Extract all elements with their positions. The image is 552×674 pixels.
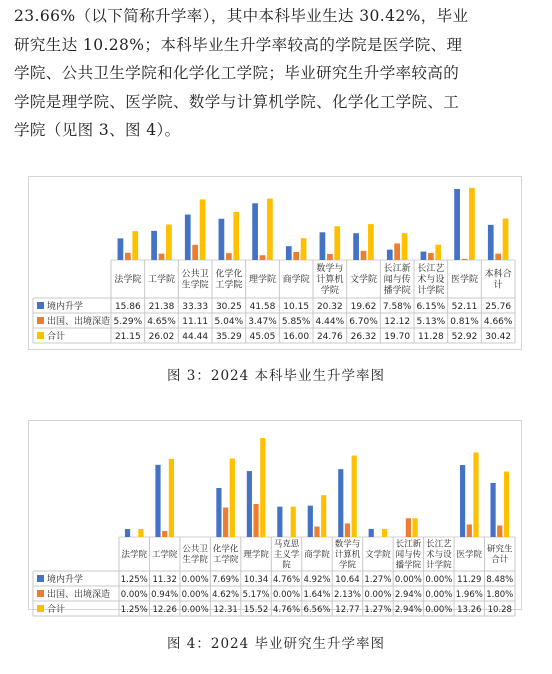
c2-bar-s1-12 — [497, 526, 502, 537]
c2-bar-s2-6 — [321, 495, 326, 537]
body-paragraph — [14, 2, 542, 145]
c2-value-s1-12: 1.80% — [486, 590, 514, 600]
c2-value-s1-5: 0.00% — [273, 590, 301, 600]
c1-legend-swatch-1 — [37, 317, 44, 324]
c1-category-label-1-0: 工学院 — [147, 275, 176, 286]
c2-bar-s0-8 — [369, 529, 374, 537]
c2-category-label-2-1: 生学院 — [182, 555, 208, 566]
c2-value-s1-4: 5.17% — [242, 590, 270, 600]
c2-legend-swatch-1 — [37, 590, 44, 597]
c1-value-s1-6: 4.44% — [315, 317, 345, 327]
c1-value-s0-7: 19.62 — [350, 302, 377, 312]
c1-category-label-9-0: 长江艺 — [417, 264, 445, 275]
c1-value-s2-5: 16.00 — [283, 332, 310, 342]
c1-value-s2-7: 26.32 — [350, 332, 377, 342]
c1-bar-s1-1 — [159, 254, 165, 260]
c2-bar-s2-3 — [230, 459, 235, 537]
c1-bar-s2-3 — [233, 212, 239, 260]
c1-bar-s1-5 — [293, 252, 299, 260]
c1-category-label-9-2: 计学院 — [417, 286, 445, 297]
figure-4-caption: 图 4：2024 毕业研究生升学率图 — [166, 636, 386, 652]
undergrad-chart-svg — [29, 177, 521, 349]
c2-category-label-7-0: 数学与 — [334, 539, 361, 550]
c1-bar-s1-11 — [495, 254, 501, 260]
c2-bar-s2-9 — [413, 518, 418, 537]
c2-category-label-10-0: 长江艺 — [426, 539, 452, 550]
c2-legend-swatch-0 — [37, 575, 44, 582]
c2-value-s0-6: 4.92% — [303, 575, 331, 585]
c1-bar-s0-7 — [353, 233, 359, 260]
c2-value-s2-4: 15.52 — [243, 605, 269, 615]
c2-value-s2-11: 13.26 — [457, 605, 482, 615]
c2-bar-s0-12 — [490, 483, 495, 537]
c1-value-s0-1: 21.38 — [148, 302, 175, 312]
c2-bar-s2-8 — [382, 529, 387, 537]
c1-category-label-11-0: 本科合 — [484, 269, 512, 280]
c1-category-label-5-0: 商学院 — [282, 275, 310, 286]
c2-value-s2-5: 4.76% — [273, 605, 301, 615]
c1-bar-s0-2 — [185, 215, 191, 260]
c1-bar-s2-7 — [368, 224, 374, 260]
c2-value-s1-3: 4.62% — [212, 590, 240, 600]
c2-value-s2-0: 1.25% — [120, 605, 148, 615]
c1-value-s0-5: 10.15 — [283, 302, 310, 312]
c2-category-label-7-2: 学院 — [338, 560, 356, 571]
c1-bar-s2-5 — [301, 238, 307, 260]
c1-bar-s0-4 — [252, 203, 258, 260]
c2-value-s2-6: 6.56% — [303, 605, 331, 615]
c1-bar-s0-10 — [454, 189, 460, 260]
c2-category-label-5-1: 主义学 — [273, 549, 300, 560]
c1-category-label-8-2: 播学院 — [383, 286, 411, 297]
c1-value-s0-9: 6.15% — [416, 302, 446, 312]
c1-category-label-7-0: 文学院 — [349, 275, 378, 286]
c1-bar-s2-9 — [435, 245, 441, 260]
c2-value-s1-10: 0.00% — [425, 590, 453, 600]
c1-value-s2-11: 30.42 — [485, 332, 512, 342]
c1-bar-s1-0 — [125, 253, 131, 260]
c1-category-label-8-1: 闻与传 — [383, 275, 411, 286]
c1-bar-s2-11 — [503, 219, 509, 260]
c1-value-s1-0: 5.29% — [113, 317, 143, 327]
c2-value-s0-5: 4.76% — [273, 575, 301, 585]
c1-legend-swatch-2 — [37, 332, 44, 339]
c2-value-s0-9: 0.00% — [394, 575, 422, 585]
c1-category-label-11-1: 计 — [493, 280, 503, 291]
c2-value-s2-7: 12.77 — [335, 605, 360, 615]
c1-category-label-3-1: 工学院 — [215, 280, 243, 291]
c2-bar-s0-11 — [460, 465, 465, 537]
c1-category-label-9-1: 术与设 — [417, 275, 445, 286]
c1-category-label-8-0: 长江新 — [383, 264, 411, 275]
c2-bar-s2-5 — [291, 507, 296, 537]
c1-value-s2-6: 24.76 — [316, 332, 343, 342]
graduate-chart-svg — [29, 421, 521, 615]
c1-value-s1-8: 12.12 — [384, 317, 411, 327]
c1-bar-s2-1 — [166, 225, 172, 260]
c2-bar-s2-4 — [260, 438, 265, 537]
c1-bar-s1-2 — [192, 245, 198, 260]
c2-bar-s0-7 — [338, 469, 343, 537]
c2-value-s1-6: 1.64% — [303, 590, 331, 600]
c1-value-s0-8: 7.58% — [382, 302, 412, 312]
c1-value-s2-3: 35.29 — [215, 332, 242, 342]
c2-value-s0-0: 1.25% — [120, 575, 148, 585]
c2-value-s1-0: 0.00% — [120, 590, 148, 600]
c2-value-s1-11: 1.96% — [455, 590, 483, 600]
paragraph-line-5: 学院（见图 3、图 4）。 — [14, 121, 181, 139]
c2-value-s2-1: 12.26 — [152, 605, 177, 615]
c1-value-s0-0: 15.86 — [114, 302, 141, 312]
c2-category-label-10-2: 计学院 — [426, 560, 452, 571]
c2-category-label-3-1: 工学院 — [212, 555, 239, 566]
c2-legend-label-0: 境内升学 — [47, 575, 84, 585]
c2-value-s0-7: 10.64 — [335, 575, 360, 585]
c1-bar-s1-9 — [428, 253, 434, 260]
c1-category-label-6-1: 计算机 — [316, 275, 344, 286]
c2-bar-s2-7 — [352, 456, 357, 537]
c1-value-s2-0: 21.15 — [114, 332, 141, 342]
c2-category-label-10-1: 术与设 — [426, 549, 452, 560]
c2-bar-s2-1 — [169, 459, 174, 537]
c2-category-label-11-0: 医学院 — [456, 549, 483, 560]
c1-value-s1-3: 5.04% — [214, 317, 244, 327]
c2-value-s0-3: 7.69% — [212, 575, 240, 585]
c2-bar-s2-0 — [138, 529, 143, 537]
c1-bar-s1-6 — [327, 254, 333, 260]
c1-value-s1-7: 6.70% — [349, 317, 378, 327]
paragraph-line-3: 学院、公共卫生学院和化学化工学院；毕业研究生升学率较高的 — [14, 64, 460, 82]
c1-bar-s1-10 — [462, 259, 468, 260]
c1-category-label-2-0: 公共卫 — [181, 269, 209, 280]
c1-value-s0-11: 25.76 — [485, 302, 512, 312]
c2-value-s0-11: 11.29 — [457, 575, 482, 585]
c1-value-s0-10: 52.11 — [451, 302, 478, 312]
c1-bar-s1-3 — [226, 253, 232, 260]
c2-value-s2-3: 12.31 — [213, 605, 238, 615]
c1-value-s1-2: 11.11 — [182, 317, 209, 327]
c1-value-s1-5: 5.85% — [281, 317, 311, 327]
c1-bar-s0-9 — [421, 252, 427, 260]
c2-category-label-6-0: 商学院 — [304, 549, 330, 560]
c2-bar-s2-11 — [473, 452, 478, 537]
c1-bar-s0-11 — [488, 225, 494, 260]
c1-bar-s0-6 — [320, 232, 326, 260]
c2-bar-s1-9 — [406, 518, 411, 537]
c2-category-label-9-2: 播学院 — [395, 560, 422, 571]
c1-bar-s0-3 — [219, 219, 225, 260]
c1-value-s0-2: 33.33 — [182, 302, 209, 312]
c2-value-s1-2: 0.00% — [181, 590, 209, 600]
c1-bar-s1-8 — [394, 243, 400, 260]
c1-category-label-6-0: 数学与 — [316, 264, 344, 275]
c2-category-label-9-1: 闻与传 — [395, 549, 422, 560]
c1-category-label-10-0: 医学院 — [450, 275, 479, 286]
c1-legend-label-0: 境内升学 — [47, 302, 84, 312]
c2-bar-s1-1 — [162, 531, 167, 537]
c2-legend-swatch-2 — [37, 605, 44, 612]
c2-category-label-4-0: 理学院 — [243, 549, 269, 560]
c1-category-label-6-2: 学院 — [320, 286, 339, 297]
c1-category-label-3-0: 化学化 — [215, 269, 243, 280]
c2-value-s2-10: 0.00% — [425, 605, 453, 615]
c1-category-label-4-0: 理学院 — [248, 275, 277, 286]
c1-value-s2-1: 26.02 — [148, 332, 175, 342]
figure-3-caption: 图 3：2024 本科毕业生升学率图 — [166, 368, 386, 384]
c2-legend-label-1: 出国、出境深造 — [47, 590, 111, 600]
c1-value-s2-9: 11.28 — [417, 332, 444, 342]
c1-category-label-0-0: 法学院 — [114, 275, 142, 286]
c2-value-s0-2: 0.00% — [181, 575, 209, 585]
c1-bar-s0-1 — [151, 231, 157, 260]
c1-value-s1-9: 5.13% — [416, 317, 446, 327]
c2-category-label-2-0: 公共卫 — [182, 544, 208, 555]
paragraph-line-2: 研究生达 10.28%；本科毕业生升学率较高的学院是医学院、理 — [14, 35, 463, 54]
c2-value-s1-9: 2.94% — [394, 590, 422, 600]
c2-value-s2-12: 10.28 — [487, 605, 512, 615]
c2-bar-s0-0 — [125, 529, 130, 537]
undergrad-chart — [28, 176, 522, 350]
c2-category-label-0-0: 法学院 — [121, 549, 147, 560]
c1-value-s2-10: 52.92 — [451, 332, 478, 342]
c1-bar-s2-4 — [267, 199, 273, 260]
c1-value-s2-8: 19.70 — [384, 332, 411, 342]
c2-category-label-1-0: 工学院 — [151, 549, 178, 560]
c1-legend-swatch-0 — [37, 302, 44, 309]
c2-value-s0-12: 8.48% — [486, 575, 514, 585]
c2-value-s2-9: 2.94% — [394, 605, 422, 615]
c2-category-label-9-0: 长江新 — [395, 539, 422, 550]
c2-value-s1-1: 0.94% — [151, 590, 179, 600]
c2-bar-s1-7 — [345, 523, 350, 537]
c2-bar-s2-12 — [504, 471, 509, 537]
c1-bar-s2-10 — [469, 188, 475, 260]
paragraph-line-4: 学院是理学院、医学院、数学与计算机学院、化学化工学院、工 — [14, 92, 460, 111]
c1-value-s2-4: 45.05 — [249, 332, 276, 342]
c2-bar-s0-5 — [277, 507, 282, 537]
c1-value-s0-6: 20.32 — [316, 302, 343, 312]
c2-legend-label-2: 合计 — [47, 605, 66, 615]
c2-bar-s1-6 — [314, 527, 319, 537]
c2-category-label-3-0: 化学化 — [212, 544, 239, 555]
c1-bar-s1-7 — [361, 251, 367, 260]
c1-bar-s2-6 — [334, 226, 340, 260]
c2-category-label-12-1: 合计 — [491, 555, 509, 566]
c2-value-s1-7: 2.13% — [333, 590, 361, 600]
c1-value-s1-4: 3.47% — [248, 317, 277, 327]
c1-bar-s1-4 — [260, 255, 266, 260]
c1-category-label-2-1: 生学院 — [181, 280, 209, 291]
c1-bar-s2-8 — [402, 233, 408, 260]
c2-category-label-7-1: 计算机 — [334, 549, 361, 560]
c2-value-s0-1: 11.32 — [152, 575, 177, 585]
graduate-chart — [28, 420, 522, 615]
c1-value-s1-10: 0.81% — [450, 317, 479, 327]
c1-legend-label-2: 合计 — [47, 332, 66, 342]
c1-value-s2-2: 44.44 — [182, 332, 209, 342]
c1-value-s1-1: 4.65% — [147, 317, 176, 327]
c2-value-s2-8: 1.27% — [364, 605, 392, 615]
c1-bar-s0-8 — [387, 250, 393, 260]
c2-value-s0-10: 0.00% — [425, 575, 453, 585]
c2-category-label-8-0: 文学院 — [365, 549, 391, 560]
c2-bar-s1-3 — [223, 508, 228, 537]
c2-value-s0-4: 10.34 — [243, 575, 269, 585]
c1-value-s1-11: 4.66% — [483, 317, 513, 327]
c2-bar-s0-6 — [308, 506, 313, 537]
c2-value-s0-8: 1.27% — [364, 575, 392, 585]
c2-category-label-5-0: 马克思 — [273, 539, 300, 550]
c1-legend-label-1: 出国、出境深造 — [47, 317, 111, 327]
c1-bar-s2-2 — [200, 199, 206, 260]
c2-bar-s1-4 — [253, 504, 258, 537]
c1-value-s0-3: 30.25 — [215, 302, 242, 312]
c1-bar-s0-5 — [286, 246, 292, 260]
c2-bar-s0-1 — [155, 465, 160, 537]
c2-bar-s0-4 — [247, 471, 252, 537]
c2-bar-s1-11 — [467, 525, 472, 537]
paragraph-line-1: 23.66%（以下简称升学率），其中本科毕业生达 30.42%，毕业 — [14, 7, 469, 25]
c1-bar-s2-0 — [132, 231, 138, 260]
c2-category-label-12-0: 研究生 — [487, 544, 513, 555]
c2-value-s1-8: 0.00% — [364, 590, 392, 600]
c1-bar-s0-0 — [118, 238, 124, 260]
c1-value-s0-4: 41.58 — [249, 302, 276, 312]
c2-category-label-5-2: 院 — [282, 560, 291, 571]
c2-value-s2-2: 0.00% — [181, 605, 209, 615]
c2-bar-s0-3 — [216, 488, 221, 537]
